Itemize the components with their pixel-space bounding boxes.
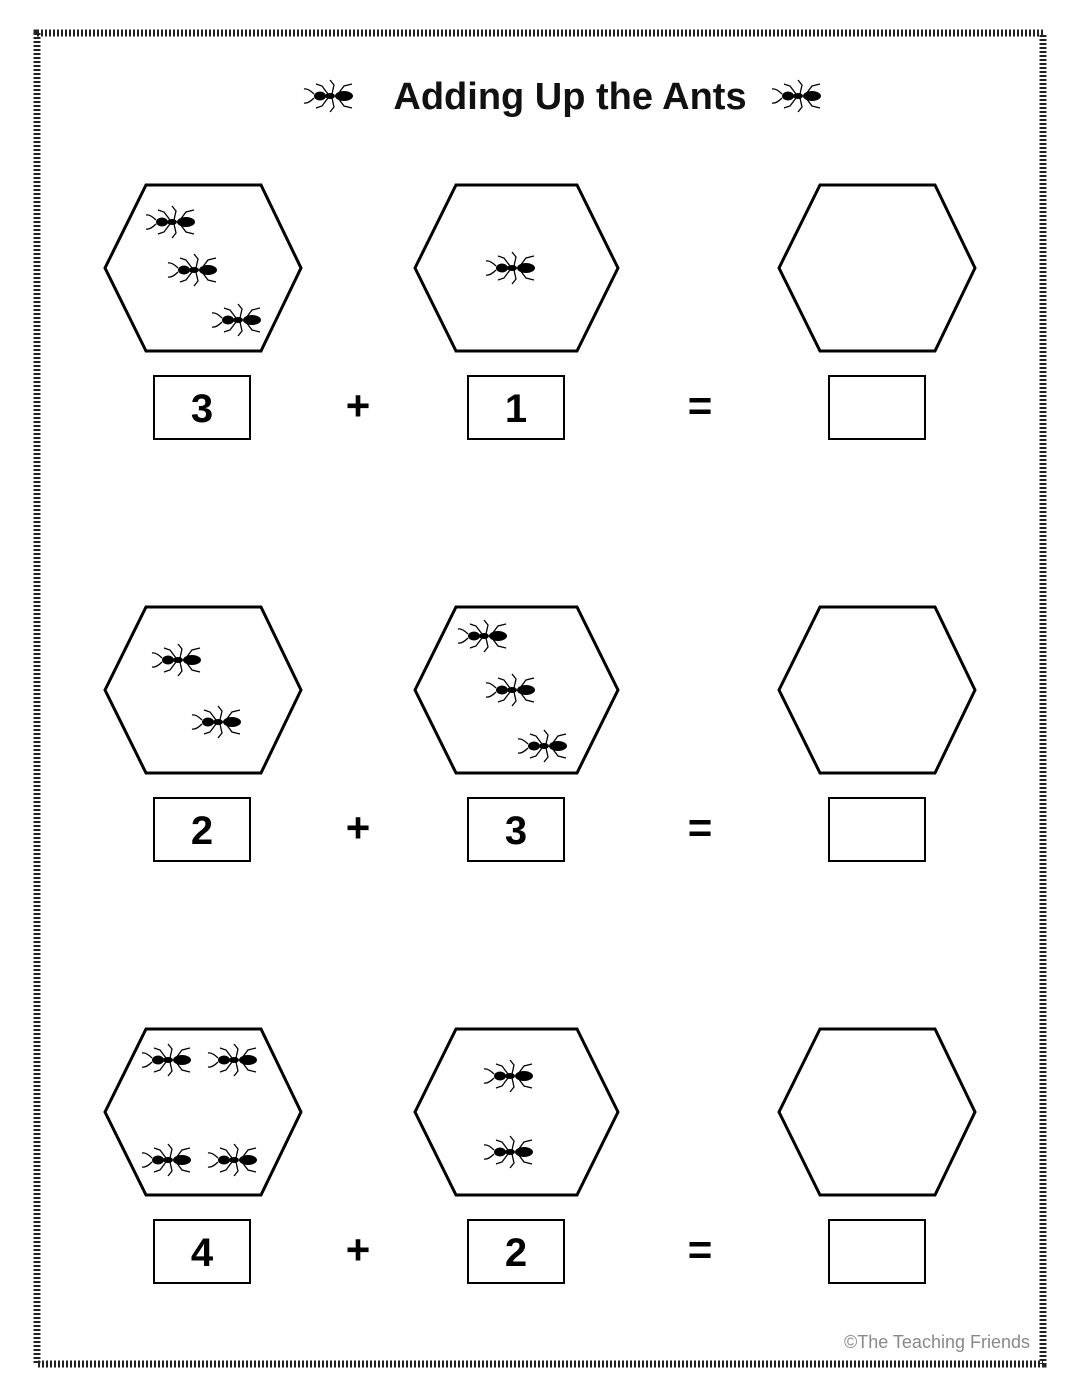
hexagon-addend-1	[105, 1029, 301, 1195]
plus-sign: +	[345, 1226, 371, 1273]
answer-box[interactable]	[829, 798, 925, 861]
answer-box[interactable]	[829, 1220, 925, 1283]
addend-1-value: 3	[190, 387, 214, 431]
equals-sign: =	[687, 1226, 713, 1273]
credit-text: ©The Teaching Friends	[843, 1332, 1030, 1352]
hexagon-addend-2	[415, 1029, 618, 1195]
ant-icon	[772, 80, 821, 112]
problem-row	[105, 1029, 975, 1283]
ant-icon	[304, 80, 353, 112]
plus-sign: +	[345, 804, 371, 851]
page-title: Adding Up the Ants	[393, 76, 747, 118]
equals-sign: =	[687, 804, 713, 851]
hexagon-addend-1	[105, 607, 301, 773]
addend-2-value: 1	[504, 387, 528, 431]
hexagon-answer	[779, 1029, 975, 1195]
problem-row	[105, 185, 975, 439]
hexagon-answer	[779, 607, 975, 773]
problem-row	[105, 607, 975, 861]
equals-sign: =	[687, 382, 713, 429]
addend-2-value: 2	[504, 1231, 528, 1275]
addend-2-value: 3	[504, 809, 528, 853]
addend-1-value: 4	[190, 1231, 214, 1275]
plus-sign: +	[345, 382, 371, 429]
addend-1-value: 2	[190, 809, 214, 853]
title-bar	[304, 76, 821, 118]
answer-box[interactable]	[829, 376, 925, 439]
hexagon-answer	[779, 185, 975, 351]
